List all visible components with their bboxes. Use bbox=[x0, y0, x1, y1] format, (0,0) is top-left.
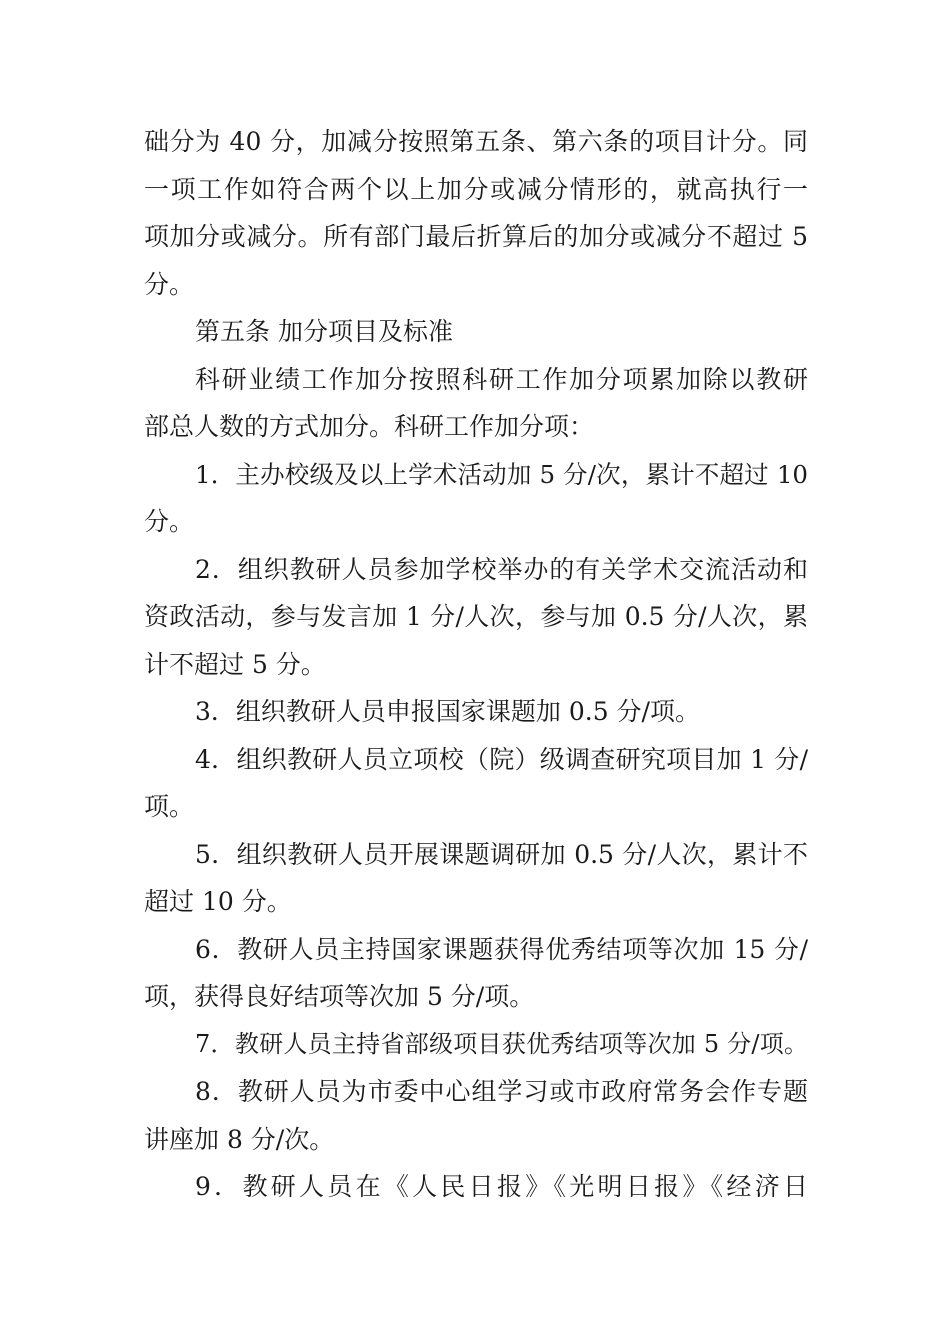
text-line: 部总人数的方式加分。科研工作加分项： bbox=[144, 412, 595, 441]
list-item-3: 3．组织教研人员申报国家课题加 0.5 分/项。 bbox=[195, 697, 700, 726]
text-line: 计不超过 5 分。 bbox=[144, 649, 326, 679]
list-item-5: 5．组织教研人员开展课题调研加 0.5 分/人次，累计不 bbox=[195, 839, 808, 869]
list-item-2: 2．组织教研人员参加学校举办的有关学术交流活动和 bbox=[195, 554, 808, 584]
list-item-9: 9．教研人员在《人民日报》《光明日报》《经济日 bbox=[195, 1172, 808, 1201]
section-heading: 第五条 加分项目及标准 bbox=[195, 317, 453, 346]
text-line: 一项工作如符合两个以上加分或减分情形的，就高执行一 bbox=[144, 174, 808, 204]
list-item-1: 1．主办校级及以上学术活动加 5 分/次，累计不超过 10 bbox=[195, 459, 808, 489]
list-item-4: 4．组织教研人员立项校（院）级调查研究项目加 1 分/ bbox=[195, 744, 808, 774]
list-item-8: 8．教研人员为市委中心组学习或市政府常务会作专题 bbox=[195, 1077, 808, 1106]
text-line: 分。 bbox=[144, 269, 195, 299]
list-item-6: 6．教研人员主持国家课题获得优秀结项等次加 15 分/ bbox=[195, 934, 808, 964]
text-line: 超过 10 分。 bbox=[144, 887, 292, 916]
text-line: 资政活动，参与发言加 1 分/人次，参与加 0.5 分/人次，累 bbox=[144, 602, 808, 631]
text-line: 分。 bbox=[144, 507, 195, 536]
text-line: 础分为 40 分，加减分按照第五条、第六条的项目计分。同 bbox=[144, 127, 808, 156]
document-body bbox=[144, 118, 808, 1211]
text-line: 项。 bbox=[144, 792, 195, 821]
list-item-7: 7．教研人员主持省部级项目获优秀结项等次加 5 分/项。 bbox=[195, 1029, 808, 1058]
text-line: 项，获得良好结项等次加 5 分/项。 bbox=[144, 982, 535, 1011]
text-line: 科研业绩工作加分按照科研工作加分项累加除以教研 bbox=[195, 364, 808, 394]
text-line: 项加分或减分。所有部门最后折算后的加分或减分不超过 5 bbox=[144, 222, 808, 251]
text-line: 讲座加 8 分/次。 bbox=[144, 1124, 335, 1154]
